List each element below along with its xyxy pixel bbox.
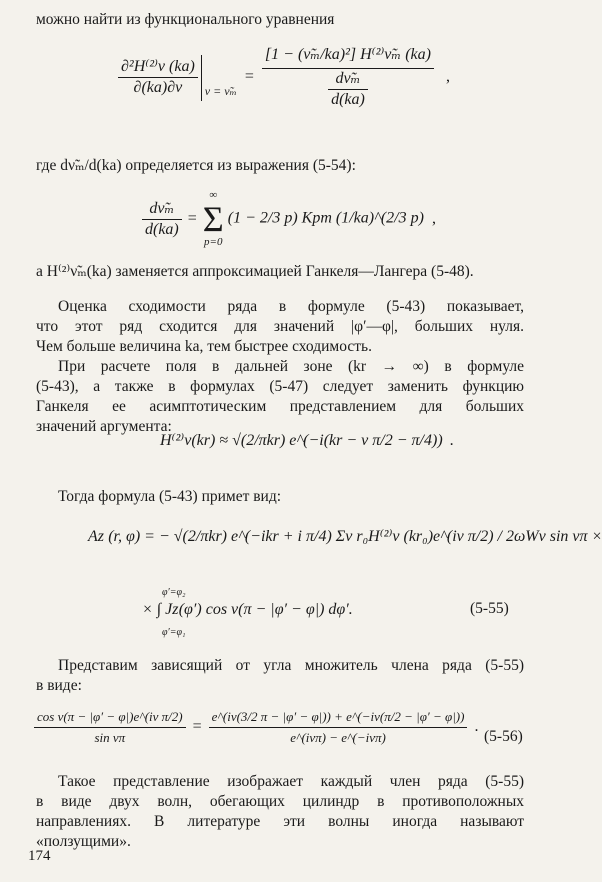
text-line: можно найти из функционального уравнения bbox=[36, 11, 335, 28]
sigma-symbol: Σ bbox=[202, 199, 224, 239]
eq5-rhs-den: e^(iνπ) − e^(−iνπ) bbox=[290, 730, 386, 745]
summation bbox=[203, 190, 224, 248]
text-line: (5-43), а также в формулах (5-47) следует заменить функцию bbox=[36, 378, 524, 395]
eq2-rhs: (1 − 2/3 p) Kpm (1/ka)^(2/3 p) bbox=[227, 209, 424, 227]
text-line: что этот ряд сходится для значений |φ′—φ|, больших нуля. bbox=[36, 318, 524, 335]
equation-number: (5-56) bbox=[484, 728, 523, 745]
eq1-rhs-fraction bbox=[262, 46, 434, 109]
eq1-rhs-den bbox=[262, 69, 434, 109]
equation-1: $\frac{\text{∂²H⁽²⁾ν (ka)}}{\partial(ka)\partial\nu}$ $_{\nu = \nũ_m}$ = $\frac{\text{[1 − (ν̃ₘ/ka)²] H⁽²⁾ν̃ₘ (ka)}}{\frac{\text{dν̃ₘ}}{d(ka)}}$ , bbox=[118, 46, 450, 109]
text-line: При расчете поля в дальней зоне (kr → ∞) в формуле bbox=[58, 358, 524, 375]
text-line: значений аргумента: bbox=[36, 418, 172, 435]
eq2-lhs-den: d(ka) bbox=[145, 220, 179, 238]
eq1-lhs-num: ∂²H⁽²⁾ν (ka) bbox=[118, 58, 198, 78]
eq5-lhs-fraction bbox=[34, 708, 186, 747]
eq1-rhs-den-num: dν̃ₘ bbox=[328, 70, 368, 90]
text-line: в виде двух волн, обегающих цилиндр в противоположных bbox=[36, 793, 524, 810]
eq5-lhs-den: sin νπ bbox=[94, 730, 126, 745]
eq1-lhs-fraction bbox=[118, 58, 198, 97]
eq3-lhs: H⁽²⁾ν(kr) ≈ bbox=[160, 432, 229, 449]
eq4-lhs: Aᴢ (r, φ) = − bbox=[88, 528, 170, 545]
eq2-lhs-fraction bbox=[142, 200, 182, 239]
eq5-rhs-num: e^(iν(3/2 π − |φ′ − φ|)) + e^(−iν(π/2 − |φ′ − φ|)) bbox=[209, 708, 468, 728]
sum-upper-limit: ∞ bbox=[209, 189, 218, 201]
eq1-lhs-den: ∂(ka)∂ν bbox=[133, 79, 183, 96]
text-line: Ганкеля ее асимптотическим представлением для больших bbox=[36, 398, 524, 415]
int-lower-limit: φ′=φ₁ bbox=[162, 627, 186, 638]
eq3-rhs: √(2/πkr) e^(−i(kr − ν π/2 − π/4)) bbox=[232, 432, 443, 449]
int-upper-limit: φ′=φ₂ bbox=[162, 587, 186, 598]
text-line: направлениях. В литературе эти волны иногда называют bbox=[36, 813, 524, 830]
equation-2: $\frac{\text{dν̃ₘ}}{d(ka)}$ = ∞ Σ p=0 (1 − 2/3 p) Kpm (1/ka)^(2/3 p) , bbox=[142, 190, 436, 248]
equation-4 bbox=[88, 528, 602, 546]
text-line: Тогда формула (5-43) примет вид: bbox=[58, 488, 282, 505]
text-line: где dν̃ₘ/d(ka) определяется из выражения (5-54): bbox=[36, 157, 356, 174]
equation-number: (5-55) bbox=[470, 600, 509, 617]
eq4-line2: × ∫ Jᴢ(φ′) cos ν(π − |φ′ − φ|) dφ′. bbox=[142, 601, 353, 618]
eq1-rhs-den-den: d(ka) bbox=[331, 91, 365, 108]
text-line: в виде: bbox=[36, 677, 82, 694]
eq5-rhs-fraction bbox=[209, 708, 468, 747]
text-line: Оценка сходимости ряда в формуле (5-43) показывает, bbox=[58, 298, 524, 315]
eq1-eval: ν = ν̃ₘ bbox=[204, 84, 237, 99]
eq5-lhs-num: cos ν(π − |φ′ − φ|)e^(iν π/2) bbox=[34, 708, 186, 728]
equation-5: $\frac{\text{cos ν(π − |φ′ − φ|)e\textasciicircum{}(iν π/2)}}{\text{sin νπ}}$ = $\frac{e\^{}(i\nu(3/2 \pi - |\varphi' - \varphi|)) + e\^{}(-i\nu(\pi/2 - |\varphi' - \varphi|))}{\text{e\textasciicircum{}(iνπ) − e\textasciicircum{}(−iνπ)}}$ . bbox=[34, 708, 478, 747]
text-line: Представим зависящий от угла множитель члена ряда (5-55) bbox=[58, 657, 524, 674]
text-line: Такое представление изображает каждый член ряда (5-55) bbox=[58, 773, 524, 790]
equation-3: H⁽²⁾ν(kr) ≈ √(2/πkr) e^(−i(kr − ν π/2 − π/4)) . bbox=[160, 432, 454, 449]
page-number: 174 bbox=[28, 848, 51, 864]
eq1-rhs-den-fraction bbox=[328, 70, 368, 109]
text-line: «ползущими». bbox=[36, 833, 131, 850]
eq2-lhs-num: dν̃ₘ bbox=[142, 200, 182, 220]
sum-lower-limit: p=0 bbox=[204, 236, 223, 248]
text-line: а H⁽²⁾ν̃ₘ(ka) заменяется аппроксимацией Ганкеля—Лангера (5-48). bbox=[36, 263, 474, 280]
eq4-rhs: √(2/πkr) e^(−ikr + i π/4) Σν r₀H⁽²⁾ν (kr₀)e^(iν π/2) / 2ωWν sin νπ × bbox=[173, 528, 602, 545]
eq1-rhs-num: [1 − (ν̃ₘ/ka)²] H⁽²⁾ν̃ₘ (ka) bbox=[262, 46, 434, 69]
evaluation-bar bbox=[201, 55, 202, 101]
text-line: Чем больше величина ka, тем быстрее сходимость. bbox=[36, 338, 372, 355]
